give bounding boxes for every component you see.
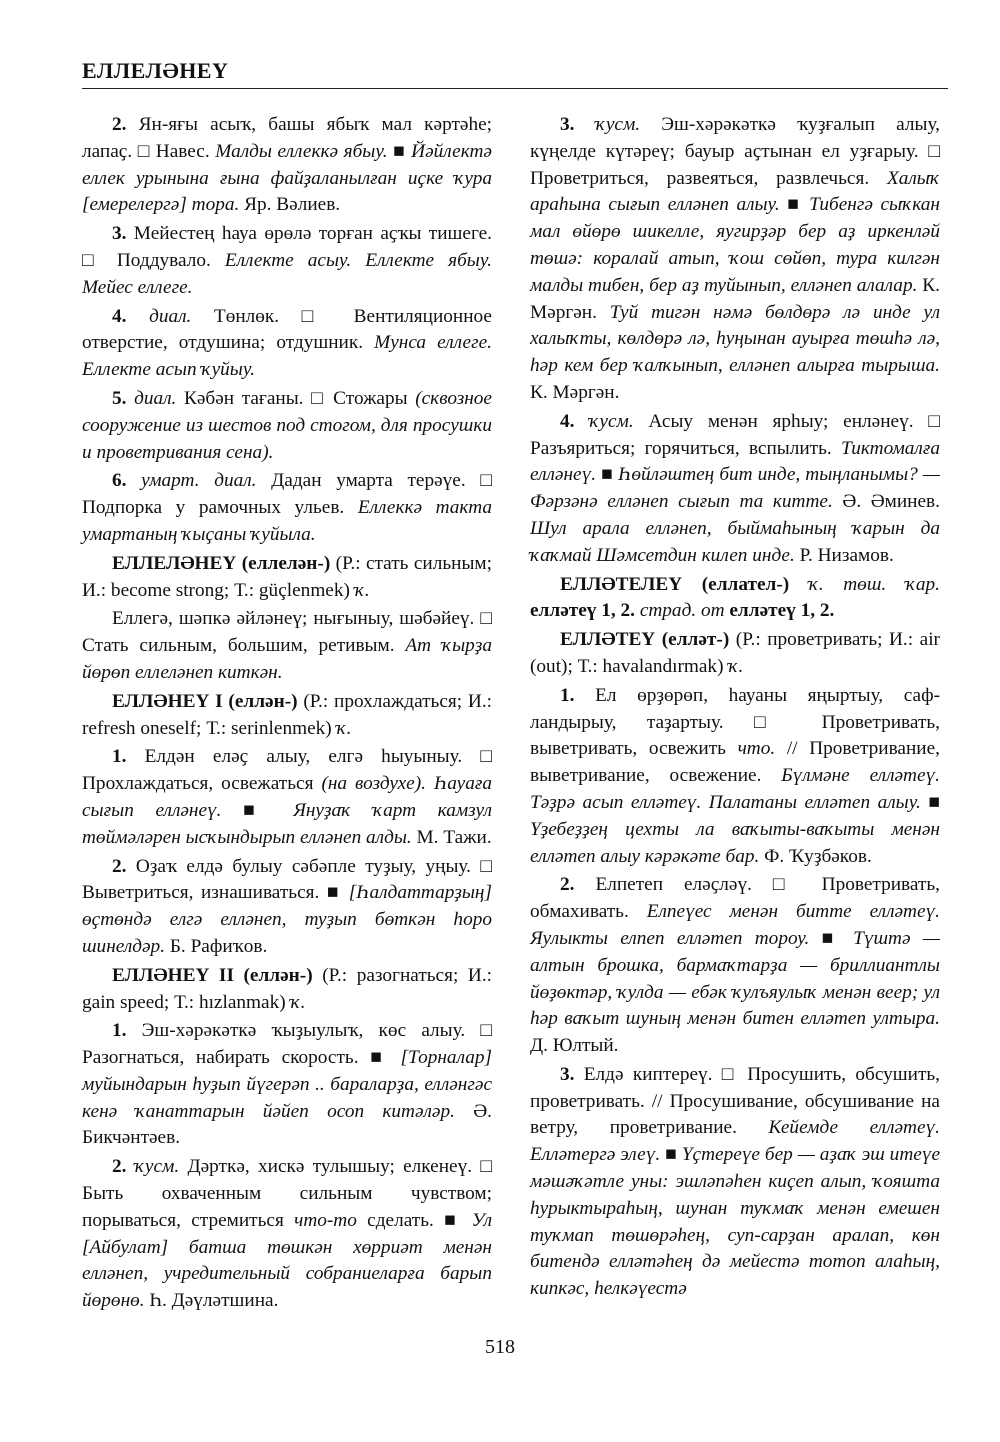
entry-paragraph: 3. ҡусм. Эш-хәрәкәткә ҡуҙғалып алыу, күңелде күтәреү; бауыр аҫтынан ел уҙғарыу. □ Проветриться, развеяться, развлечься. Халыҡ араһына сығып елләнеп алыу. ■ Тибенгә сыҡкан мал өйөрө шикелле, яугирҙәр бер аҙ иркенләй төшә: коралай атып, ҡош сөйөп, тура килгән малды тибен, бер аҙ туйынып, елләнеп алалар. К. Мәргән. Туй тигән нәмә бөлдөрә лә инде ул халыҡты, көлдөрә лә, һуңынан ауырға төшһә лә, һәр кем бер ҡалҡынып, елләнеп алырға тырыша. К. Мәргән. (530, 114, 940, 403)
headword-ellaneu-2: ЕЛЛӘНЕҮ II (еллән-) (Р.: разогнаться; И.: gain speed; Т.: hızlanmak) ҡ. (82, 964, 492, 1013)
entry-paragraph: 2. Оҙаҡ елдә булыу сәбәпле туҙыу, уңыу. □ Выветриться, изнашиваться. ■ [Һалдаттарҙың] өҫтөндә елгә елләнеп, туҙып бөткән һоро шинелдәр. Б. Рафиҡов. (82, 855, 492, 957)
entry-paragraph: Еллегә, шәпкә әйләнеү; нығыныу, шәбәйеү. □ Стать сильным, большим, ретивым. Ат ҡырҙа йөрөп еллеләнеп киткән. (82, 608, 492, 683)
entry-paragraph: 1. Елдән еләҫ алыу, елгә һыуыныу. □ Прохлаждаться, освежаться (на воздухе). Һауаға сығып елләнеү. ■ Януҙаҡ ҡарт камзул төймәләрен ысҡындырып елләнеп алды. М. Тажи. (82, 746, 492, 848)
headword-ellelaneu: ЕЛЛЕЛӘНЕҮ (еллелән-) (Р.: стать сильным; И.: become strong; Т.: güçlenmek) ҡ. (82, 552, 492, 601)
page-number: 518 (485, 1336, 515, 1358)
entry-paragraph: 1. Ел өрҙөрөп, һауаны яңыртыу, сафландырыу, таҙартыу. □ Проветривать, выветривать, освежить что. // Проветривание, выветривание, освежение. Бүлмәне елләтеү. Тәҙрә асып елләтеү. Палатаны елләтеп алыу. ■ Үҙебеҙҙең цехты ла ваҡыты-ваҡыты менән елләтеп алыу кәрәкәте бар. Ф. Ҡуҙбәков. (530, 684, 940, 867)
entry-paragraph: 2. Елпетеп еләҫләү. □ Проветривать, обмахивать. Елпеүес менән битте елләтеү. Яулыкты елпеп елләтеп тороу. ■ Түштә — алтын брошка, бармаҡтарҙа — бриллиантлы йөҙөктәр, ҡулда — ебәк ҡулъяулыҡ менән веер; ул һәр ваҡыт шуның менән битен елләтеп ултыра. Д. Юлтый. (530, 874, 940, 1057)
left-column (82, 112, 492, 1315)
entry-paragraph: 1. Эш-хәрәкәткә ҡыҙыулыҡ, көс алыу. □ Разогнаться, набирать скорость. ■ [Торналар] муйындарын һуҙып йүгерәп .. бараларҙа, елләнгәс кенә ҡанаттарын йәйеп осоп китәләр. Ә. Бикчәнтәев. (82, 1020, 492, 1149)
entry-paragraph: 5. диал. Кәбән тағаны. □ Стожары (сквозное сооружение из шестов под стогом, для просушки и проветривания сена). (82, 387, 492, 463)
right-column (530, 112, 940, 1303)
headword-ellateleu: ЕЛЛӘТЕЛЕҮ (еллател-) ҡ. төш. ҡар. елләтеү 1, 2. страд. от елләтеү 1, 2. (530, 573, 941, 622)
entry-paragraph: 3. Мейестең һауа өрөлә торған аҫҡы тишеге. □ Поддувало. Еллекте асыу. Еллекте ябыу. Мейес еллеге. (82, 223, 492, 298)
running-header: ЕЛЛЕЛӘНЕҮ (82, 58, 229, 83)
header-rule (82, 88, 948, 89)
headword-ellaneu-1: ЕЛЛӘНЕҮ I (еллән-) (Р.: прохлаждаться; И.: refresh oneself; Т.: serinlenmek) ҡ. (82, 690, 493, 739)
entry-paragraph: 2. ҡусм. Дәрткә, хискә тулышыу; елкенеү. □ Быть охваченным сильным чувством; порываться, стремиться что-то сделать. ■ Ул [Айбулат] батша төшкән хөрриәт менән елләнеп, учредительный собраниеларға барып йөрөнө. Һ. Дәүләтшина. (82, 1156, 492, 1312)
entry-paragraph: 3. Елдә киптереү. □ Просушить, обсушить, проветривать. // Просушивание, обсушивание на ветру, проветривание. Кейемде елләтеү. Елләтергә элеү. ■ Үҫтереүе бер — аҙаҡ эш итеүе мәшәҡәтле уны: эшләпәһен киҫеп алып, ҡояшта һурыктыраһың, шунан туҡмаҡ менән емешен туҡмап төшөрәһең, суп-сарҙан аралап, көн битендә елләтәһең дә мейестә тотоп алаһың, кипкәс, һелкәүестә (530, 1063, 941, 1300)
entry-paragraph: 4. ҡусм. Асыу менән ярһыу; енләнеү. □ Разъяриться; горячиться, вспылить. Тиктомалға елләнеү. ■ Һөйләштең бит инде, тыңланымы? — Фәрзәнә елләнеп сығып та китте. Ә. Әминев. Шул арала елләнеп, быймаһының ҡарын да ҡаҡмай Шәмсетдин килеп инде. Р. Низамов. (530, 410, 940, 566)
headword-ellateu: ЕЛЛӘТЕҮ (елләт-) (Р.: проветривать; И.: air (out); Т.: havalandırmak) ҡ. (530, 629, 940, 677)
entry-paragraph: 2. Ян-яғы асыҡ, башы ябыҡ мал кәртәһе; лапаҫ. □ Навес. Малды еллеккә ябыу. ■ Йәйлектә еллек урынына ғына файҙаланылған иҫке ҡура [емерелергә] тора. Яр. Вәлиев. (82, 114, 492, 216)
entry-paragraph: 6. умарт. диал. Дадан умарта терәүе. □ Подпорка у рамочных ульев. Еллеккә такта умартаның ҡыҫаны ҡуйыла. (82, 470, 492, 545)
entry-paragraph: 4. диал. Төнлөк. □ Вентиляционное отверстие, отдушина; отдушник. Мунса еллеге. Еллекте асып ҡуйыу. (82, 305, 492, 381)
